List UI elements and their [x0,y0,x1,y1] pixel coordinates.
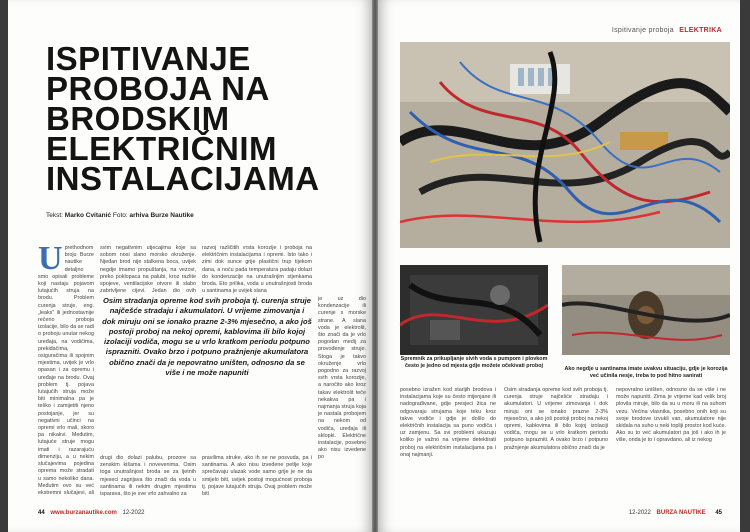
right-column-3 [616,387,726,499]
article-column-3-bottom [202,455,312,501]
byline-text-label: Tekst: [46,212,63,219]
title-line: PROBOJA NA [46,70,270,107]
page-number: 44 [38,510,45,516]
page-number: 45 [715,510,722,516]
left-footer [38,510,145,516]
issue-number: 12-2022 [628,510,651,516]
article-column-1 [38,245,94,495]
right-footer [629,510,722,516]
drop-cap: U [38,245,63,277]
right-column-2 [504,387,608,499]
column-text: svim negativnim utjecajima koje sa sobom nosi slano morsko okruženje. Njeđan brod nije stalkena boca, uvijek negdje imamo propuštanja, na vezovi, preko poklopaca na palubi, kroz razlite spojeve, ventilacijske otvore ili slabo zabrtvljene cijevi. Jedan dio ovih [100,245,196,293]
column-text: drugi dio dolazi palubu, prozore sa zenskim kišama i novevenima. Osim toga unutrašnjost broda se za ljetnih mjeseci zagrijava što znači da voda u santinama ili nekim drugim mjestima isparava, što je sve vrlo zahvalno za [100,455,196,498]
article-column-4 [318,296,366,496]
website-link[interactable]: www.burzanautike.com [50,510,117,516]
article-column-2-top [100,245,196,293]
section-name: Ispitivanje proboja [611,27,674,34]
article-column-2-bottom [100,455,196,501]
article-column-3-top [202,245,312,293]
issue-number: 12-2022 [122,510,145,516]
title-line: BRODSKIM [46,100,230,137]
section-category: ELEKTRIKA [679,27,722,34]
column-text: pravilima struke, ako ih se ne posvuda, pa i santinama. A ako nisu izvedene petlje koje sprečavaju ulazak vode samo grije je ne da smijelo biti, uvijek postoji mogućnost proboja tj. pojave lutajućih struja. Ovaj problem može biti [202,455,312,498]
section-header [612,27,722,34]
column-text: prethodnom broju Burze nautike detaljno smo opisali probleme koji nastaju pojavom lutajućih struja na brodu. Problem curenja struje, eng. „leaks" ili jednostavnije rečeno proboja izolacije, bilo da se radi o proboju unutar nekog uređaja, na vodičima, prekidačima, osiguračima ili spojnim mjestima, uvijek je vrlo opasan i za opremu i uređaje na brodu. Ovaj problem tj. pojava lutajućih struja može biti minimalna pa je teško i zamijetiti njeno postojanje, jer su negativni učinci na opremi vrlo mali, skoro pa nikakvi. Međutim, lutajuće struje mogu imati i razarajuću dimenziju, a u nekim slučajevima pojedina oprema može stradati u samo nekoliko dana. Međutim ovo su već ekstremni slučajevi, ali [38,245,94,495]
byline-author: Marko Cvitanić [64,212,112,219]
right-page [378,0,740,532]
column-text: je uz dio kondenzacije ili curenje s morske strane. A slana voda je elektrolit, što znači da je vrlo pogodan medij za provođenje struje. Stoga je takvo okruženje vrlo pogodno za razvoj svih vrsta korozije, a naročito ako kroz takav elektrolit teče nekakva pa i najmanja struja koja je nastala probojem na nekom od vodiča, uređaja ili sklopki. Električne instalacije, posebno ako nisu izvedene po [318,296,366,461]
column-text: posebno izražen kod starijih brodova i instalacijama koje su često mijenjane ili nadograđivane, gdje presjeci žica ne odgovaraju strujama koje teku kroz takve vodiče i gdje je došlo do električnih instalacija sa puno vodiča i uz zamjenu. Sa svi problemi ukazuju koliko je važno na vrijeme detektirati proboj na električnim instalacijama pa i onaj najmanji. [400,387,496,458]
right-column-1 [400,387,496,499]
column-text: razvoj različitih vrsta korozije i proboja na električnim instalacijama i opremi. Isto tako i zimi dok sunce grije plastični trup tijekom dana, a noću pada temperatura padaju dolazi do kondenzacije na unutrašnjim stjenkama broda. Eto prilika, voda u unutrašnjosti broda u santinama je uvijek slana [202,245,312,293]
column-text: Osim stradanja opreme kod svih proboja tj. curenja struje najčešće stradaju i akumulatori. U vrijeme zimovanja i dok miruju oni se ionako prazne 2-3% mjesečno, a ako još postoji proboj na nekoj opremi, kablovima ili bilo kojoj izolaciji vodiča, mogu se u vrlo kratkom periodu potpuno isprazniti. A ovako brzo i potpuno pražnjenje akumulatora obično znači da je [504,387,608,451]
byline-photo-credit: arhiva Burze Nautike [129,212,194,219]
title-line: INSTALACIJAMA [46,160,320,197]
byline [46,212,194,219]
pull-quote: Osim stradanja opreme kod svih proboja tj. curenja struje najčešće stradaju i akumulatori. U vrijeme zimovanja i dok miruju oni se ionako prazne 2-3% mjesečno, a ako još postoji proboj na nekoj opremi, kablovima ili bilo kojoj izolaciji vodiča, mogu se u vrlo kratkom periodu potpuno isprazniti. Ovako brzo i potpuno pražnjenje akumulatora obično znači da je nepovratno uništen, odnosno da se više i ne može napuniti [102,296,312,378]
byline-photo-label: Foto: [112,212,128,219]
wiring-photo [400,42,730,248]
title-line: ELEKTRIČNIM [46,130,277,167]
corrosion-photo [562,265,730,355]
photo-caption-a: Spremnik za prikupljanje sivih voda s pumpom i plovkom često je jedno od mjesta gdje možete očekivati proboj [400,356,548,369]
pump-tank-photo [400,265,548,355]
left-page [8,0,372,532]
article-title [46,40,366,197]
title-line: ISPITIVANJE [46,40,251,77]
column-text: nepovratno uništen, odnosno da se više i ne može napuniti. Zima je vrijeme kad velik broj plovila miruje, bilo da su u moru ili na suhom vezu. Većina vlasnika, posebno onih koji su svoje brodove izvukli van, akumulatore nije skidala na suho u neki topliji prostor kod kuće. Ako su to već akumulatori pa još i ako ih je više, onda je to i opravdano, ali iz nekog [616,387,726,444]
photo-caption-b: Ako negdje u santinama imate uvakvu situaciju, gdje je korozija već učinila nesje, treba to pod hitno sanirati [564,366,728,379]
magazine-brand: BURZA NAUTIKE [656,510,706,516]
